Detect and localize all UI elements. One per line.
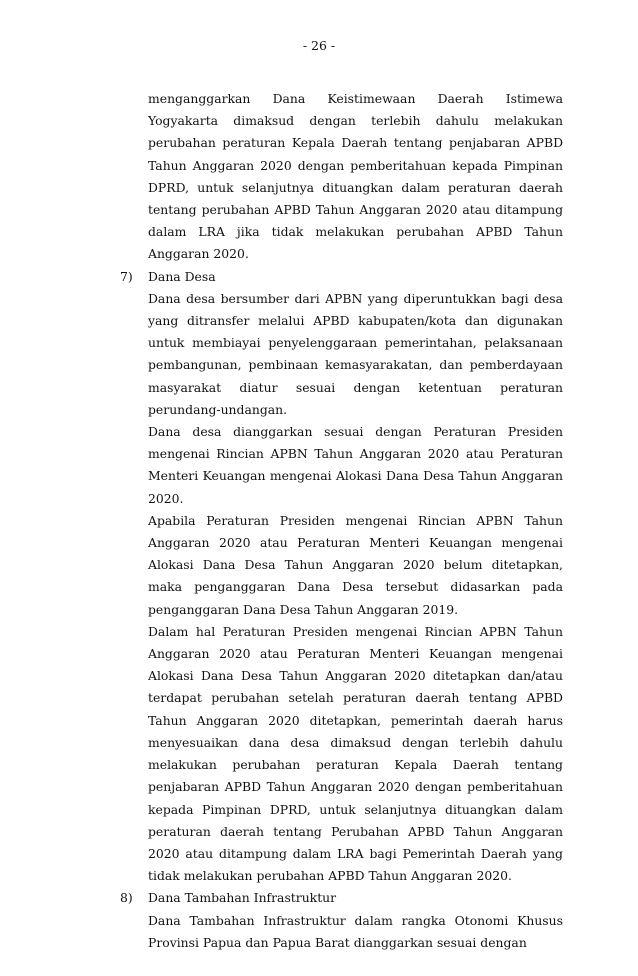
list-item-dana-desa xyxy=(120,266,563,888)
page-number: - 26 - xyxy=(302,38,336,53)
paragraph: Apabila Peraturan Presiden mengenai Rincian APBN Tahun Anggaran 2020 atau Peraturan Menteri Keuangan mengenai Alokasi Dana Desa Tahun Anggaran 2020 belum ditetapkan, maka penganggaran Dana Desa tersebut didasarkan pada penganggaran Dana Desa Tahun Anggaran 2019. xyxy=(148,512,563,617)
list-item-title: Dana Desa xyxy=(148,268,216,284)
list-item-dana-tambahan-infrastruktur xyxy=(120,887,563,954)
paragraph: Dana desa bersumber dari APBN yang diperuntukkan bagi desa yang ditransfer melalui APBD kabupaten/kota dan digunakan untuk membiayai penyelenggaraan pemerintahan, pelaksanaan pembangunan, pembinaan kemasyarakatan, dan pemberdayaan masyarakat diatur sesuai dengan ketentuan peraturan perundang-undangan. xyxy=(148,290,563,417)
intro-paragraph: menganggarkan Dana Keistimewaan Daerah Istimewa Yogyakarta dimaksud dengan terlebih dahulu melakukan perubahan peraturan Kepala Daerah tentang penjabaran APBD Tahun Anggaran 2020 dengan pemberitahuan kepada Pimpinan DPRD, untuk selanjutnya dituangkan dalam peraturan daerah tentang perubahan APBD Tahun Anggaran 2020 atau ditampung dalam LRA jika tidak melakukan perubahan APBD Tahun Anggaran 2020. xyxy=(148,91,563,262)
list-item-number: 8) xyxy=(120,890,133,906)
document-body xyxy=(120,88,563,954)
paragraph: Dalam hal Peraturan Presiden mengenai Rincian APBN Tahun Anggaran 2020 atau Peraturan Menteri Keuangan mengenai Alokasi Dana Desa Tahun Anggaran 2020 ditetapkan dan/atau terdapat perubahan setelah peraturan daerah tentang APBD Tahun Anggaran 2020 ditetapkan, pemerintah daerah harus menyesuaikan dana desa dimaksud dengan terlebih dahulu melakukan perubahan peraturan Kepala Daerah tentang penjabaran APBD Tahun Anggaran 2020 dengan pemberitahuan kepada Pimpinan DPRD, untuk selanjutnya dituangkan dalam peraturan daerah tentang Perubahan APBD Tahun Anggaran 2020 atau ditampung dalam LRA bagi Pemerintah Daerah yang tidak melakukan perubahan APBD Tahun Anggaran 2020. xyxy=(148,623,563,884)
paragraph: Dana Tambahan Infrastruktur dalam rangka Otonomi Khusus Provinsi Papua dan Papua Barat dianggarkan sesuai dengan xyxy=(148,912,563,950)
list-item-title: Dana Tambahan Infrastruktur xyxy=(148,890,337,906)
paragraph: Dana desa dianggarkan sesuai dengan Peraturan Presiden mengenai Rincian APBN Tahun Anggaran 2020 atau Peraturan Menteri Keuangan mengenai Alokasi Dana Desa Tahun Anggaran 2020. xyxy=(148,424,563,506)
list-item-number: 7) xyxy=(120,268,133,284)
